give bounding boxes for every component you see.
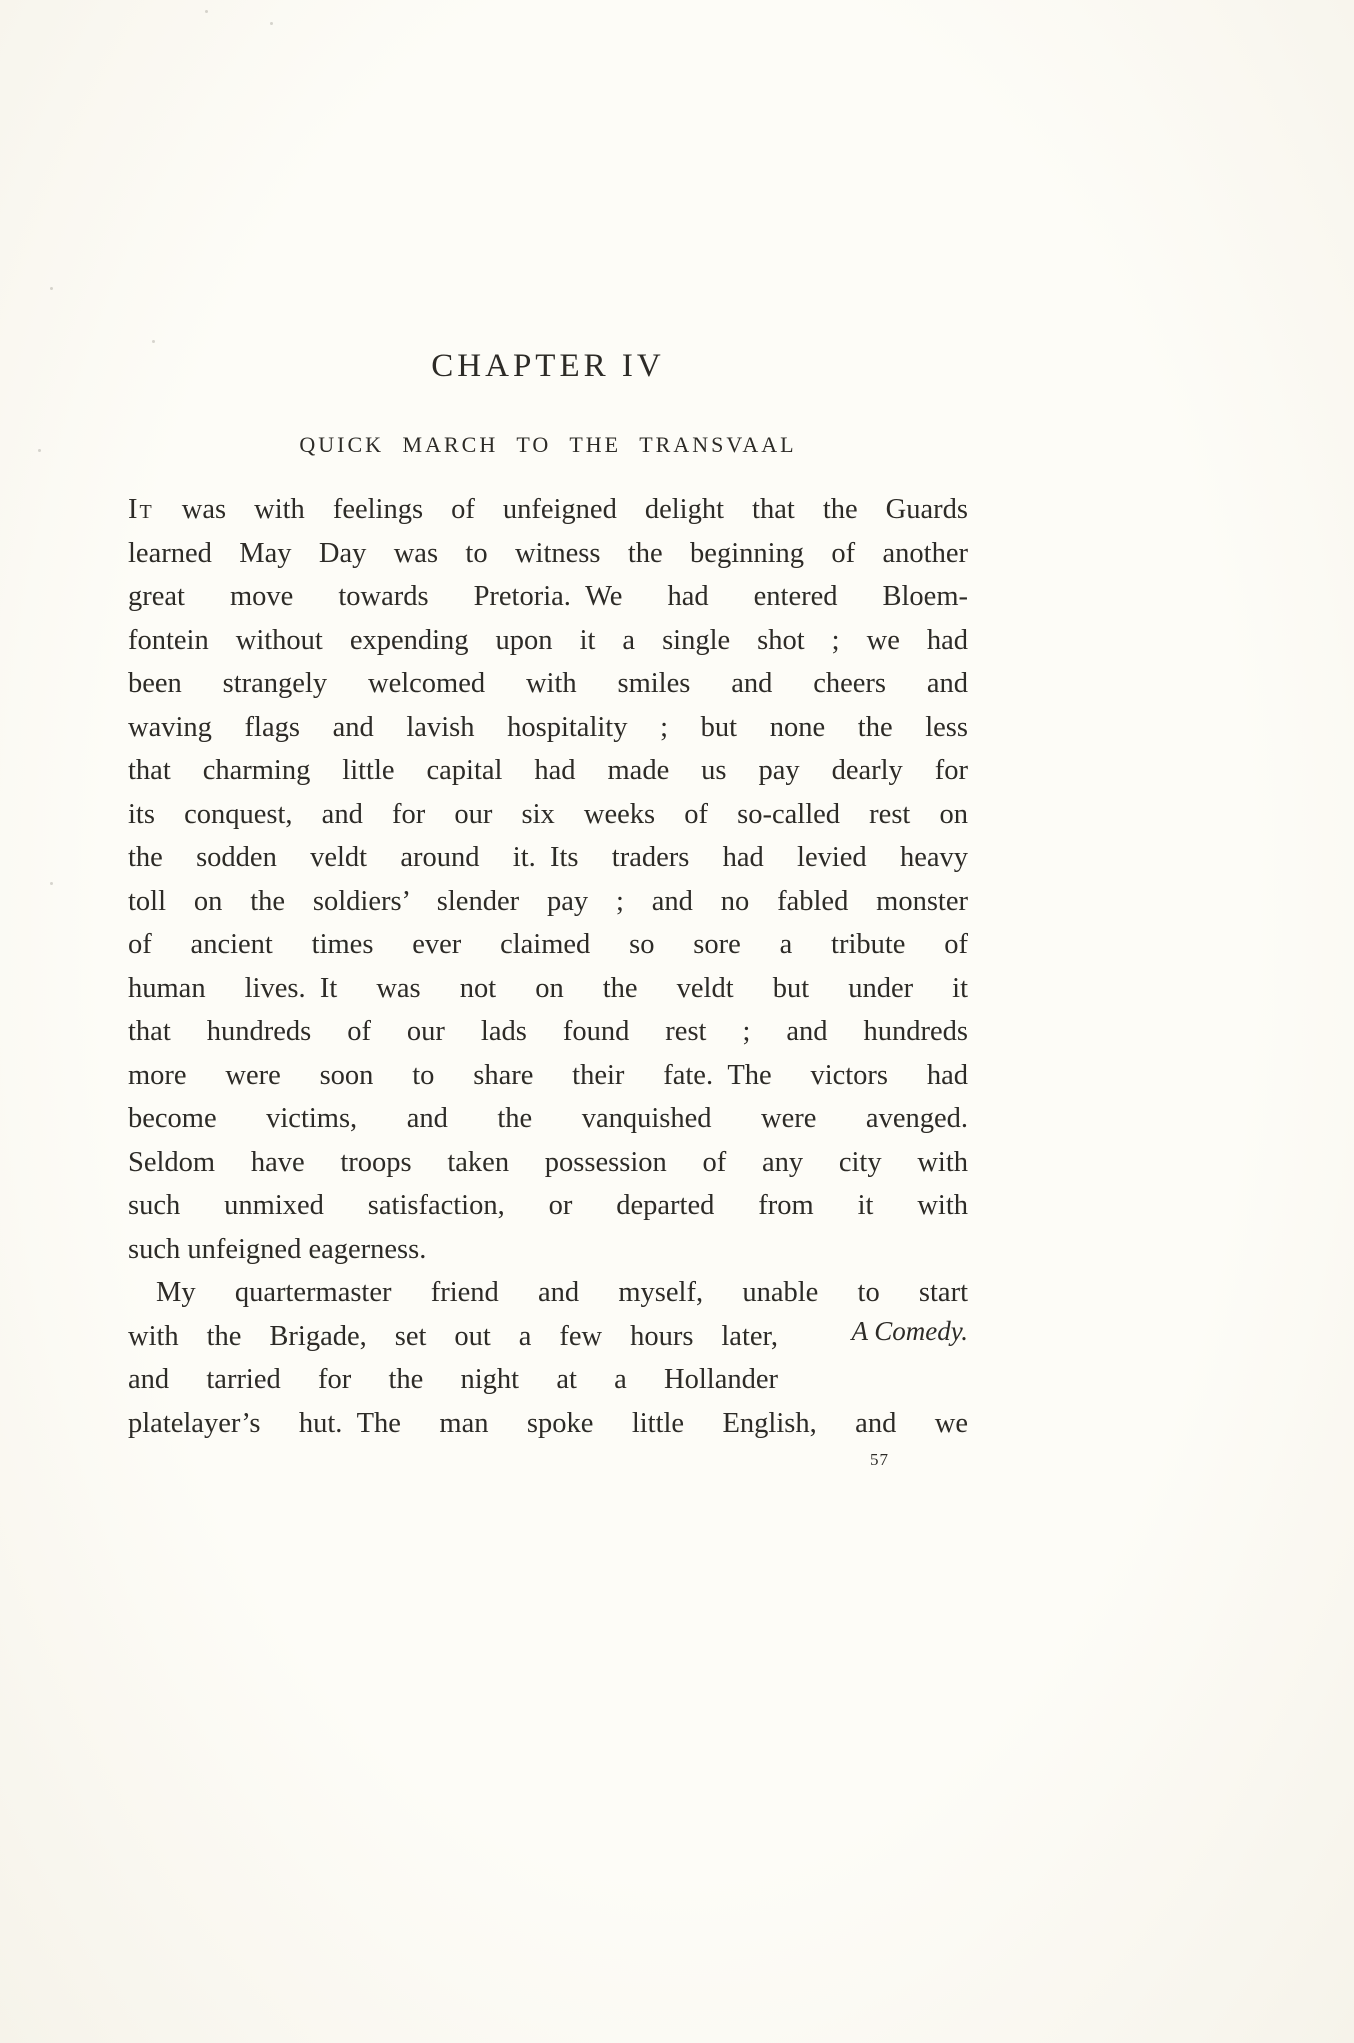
text-line: learned May Day was to witness the beginning of another <box>128 537 968 569</box>
text-line: fontein without expending upon it a single shot ; we had <box>128 624 968 656</box>
scan-artifact <box>270 22 273 25</box>
text-line: that charming little capital had made us pay dearly for <box>128 755 968 786</box>
text-line: the sodden veldt around it. Its traders had levied heavy <box>128 842 968 873</box>
text-line: been strangely welcomed with smiles and cheers and <box>128 668 968 699</box>
text-line: more were soon to share their fate. The victors had <box>128 1059 968 1091</box>
small-caps-word: It <box>128 494 154 525</box>
text-line: toll on the soldiers’ slender pay ; and no fabled monster <box>128 885 968 917</box>
text-line: Seldom have troops taken possession of any city with <box>128 1146 968 1178</box>
scan-artifact <box>152 340 155 343</box>
text-line: become victims, and the vanquished were avenged. <box>128 1103 968 1134</box>
chapter-title: CHAPTER IV <box>431 348 665 384</box>
page-number: 57 <box>870 1450 889 1469</box>
text-line: with the Brigade, set out a few hours later, <box>128 1320 778 1352</box>
paragraph <box>128 1271 968 1445</box>
text-line: human lives. It was not on the veldt but under it <box>128 972 968 1004</box>
chapter-subtitle: QUICK MARCH TO THE TRANSVAAL <box>299 432 797 457</box>
text-line: its conquest, and for our six weeks of so-called rest on <box>128 798 968 830</box>
paragraph <box>128 488 968 1271</box>
text-line: and tarried for the night at a Hollander <box>128 1364 778 1395</box>
text-line: that hundreds of our lads found rest ; and hundreds <box>128 1016 968 1047</box>
text-line: waving flags and lavish hospitality ; but none the less <box>128 711 968 743</box>
text-line: My quartermaster friend and myself, unable to start <box>156 1277 968 1308</box>
text-line: It was with feelings of unfeigned delight that the Guards <box>128 494 968 525</box>
text-line: such unmixed satisfaction, or departed from it with <box>128 1190 968 1221</box>
scan-artifact <box>205 10 208 13</box>
side-note: A Comedy. <box>851 1316 968 1346</box>
text-line: such unfeigned eagerness. <box>128 1233 427 1265</box>
scan-artifact <box>50 287 53 290</box>
body-text <box>128 488 968 1445</box>
text-line: of ancient times ever claimed so sore a tribute of <box>128 929 968 960</box>
scan-artifact <box>50 882 53 885</box>
text-line: great move towards Pretoria. We had entered Bloem- <box>128 581 968 612</box>
text-line: platelayer’s hut. The man spoke little English, and we <box>128 1407 968 1439</box>
scan-artifact <box>38 449 41 452</box>
